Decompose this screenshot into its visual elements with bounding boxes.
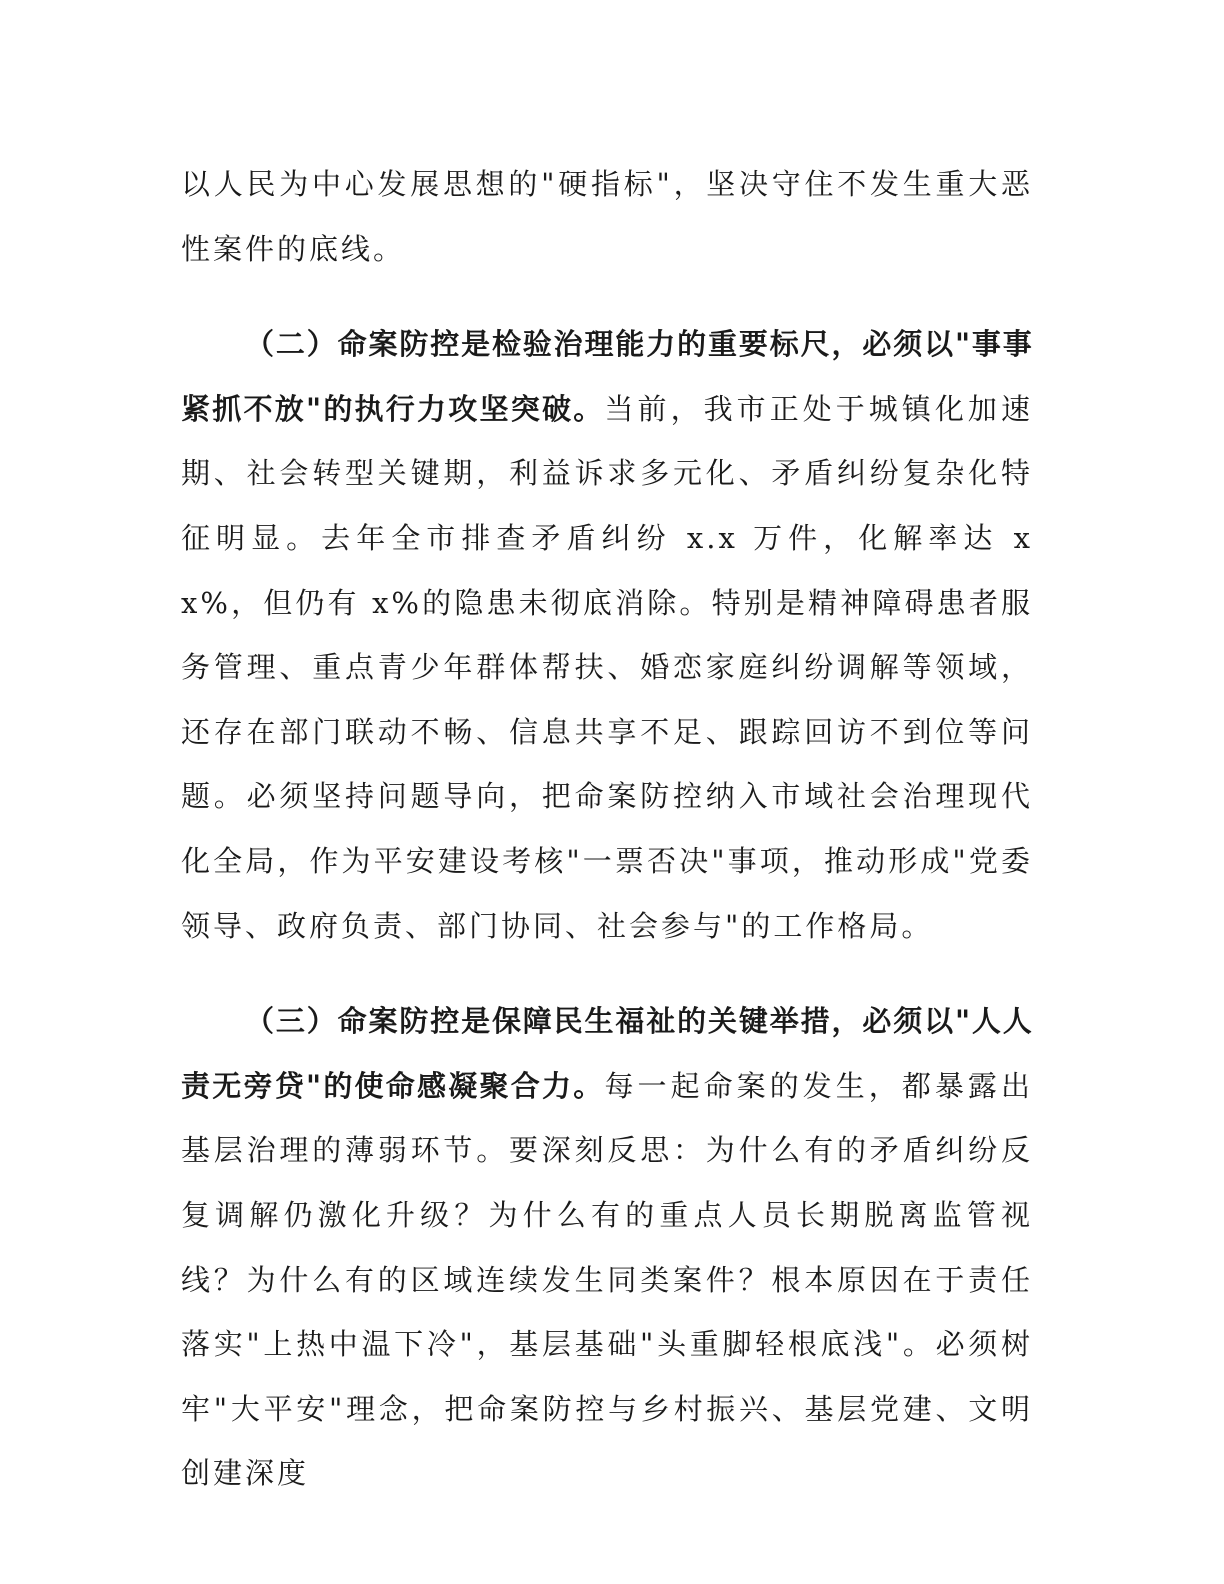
paragraph-body: 当前，我市正处于城镇化加速期、社会转型关键期，利益诉求多元化、矛盾纠纷复杂化特征明显。去年全市排查矛盾纠纷 x.x 万件，化解率达 xx%，但仍有 x%的隐患未彻底消除。特别是精神障碍患者服务管理、重点青少年群体帮扶、婚恋家庭纠纷调解等领域，还存在部门联动不畅、信息共享不足、跟踪回访不到位等问题。必须坚持问题导向，把命案防控纳入市域社会治理现代化全局，作为平安建设考核"一票否决"事项，推动形成"党委领导、政府负责、部门协同、社会参与"的工作格局。 bbox=[181, 391, 1033, 943]
paragraph-section-three bbox=[181, 989, 1033, 1506]
paragraph-body: 每一起命案的发生，都暴露出基层治理的薄弱环节。要深刻反思：为什么有的矛盾纠纷反复调解仍激化升级？为什么有的重点人员长期脱离监管视线？为什么有的区域连续发生同类案件？根本原因在于责任落实"上热中温下冷"，基层基础"头重脚轻根底浅"。必须树牢"大平安"理念，把命案防控与乡村振兴、基层党建、文明创建深度 bbox=[181, 1068, 1033, 1491]
paragraph-body: 以人民为中心发展思想的"硬指标"，坚决守住不发生重大恶性案件的底线。 bbox=[181, 167, 1033, 266]
section-two-heading: （二）命案防控是检验治理能力的重要标尺，必须以"事事紧抓不放"的执行力攻坚突破。 bbox=[181, 327, 1033, 426]
paragraph-continuation bbox=[181, 152, 1033, 281]
document-page bbox=[181, 152, 1033, 1506]
paragraph-section-two bbox=[181, 312, 1033, 958]
section-three-heading: （三）命案防控是保障民生福祉的关键举措，必须以"人人责无旁贷"的使命感凝聚合力。 bbox=[181, 1004, 1033, 1103]
